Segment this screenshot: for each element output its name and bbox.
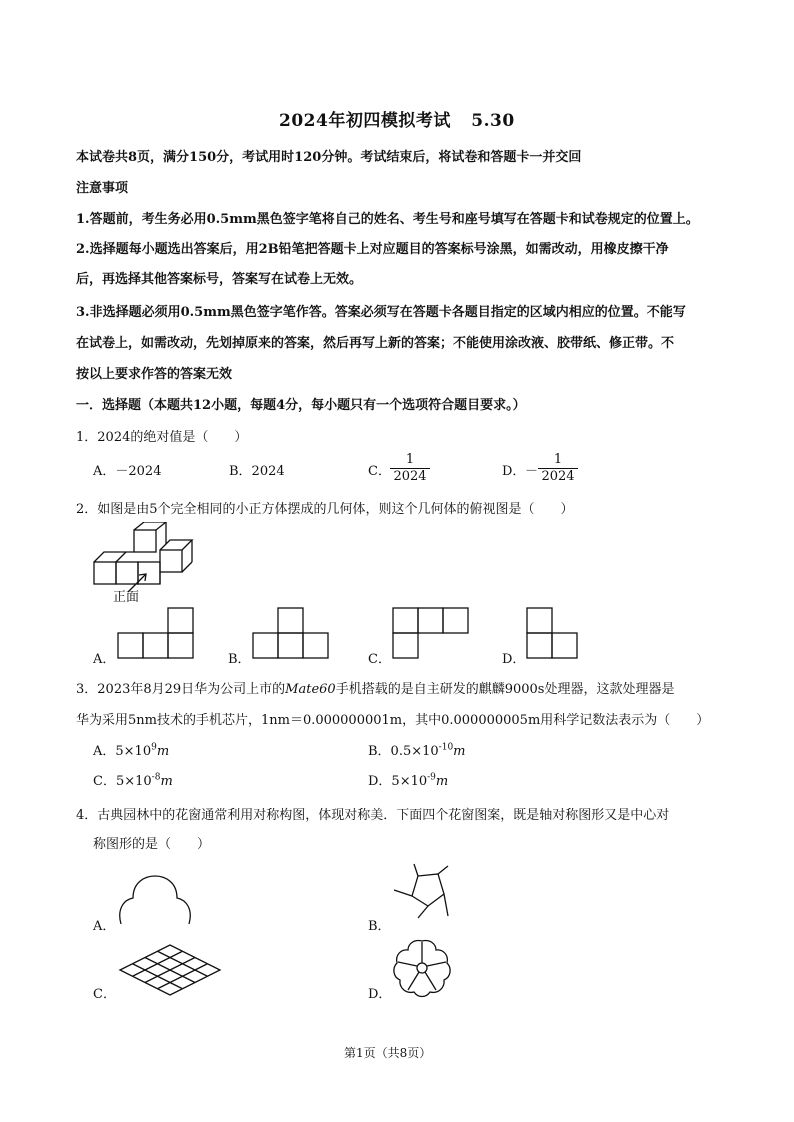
q4-option-d: D．: [368, 987, 392, 1002]
exam-title: 2024年初四模拟考试: [279, 111, 451, 131]
q2-option-c-figure: [390, 606, 470, 660]
q3-stem-part-a: 3．2023年8月29日华为公司上市的: [76, 682, 286, 697]
q2-stem: 2．如图是由5个完全相同的小正方体摆成的几何体，则这个几何体的俯视图是（ ）: [76, 502, 574, 517]
q2-option-d: D．: [502, 652, 526, 667]
q4-stem-line-2: 称图形的是（ ）: [93, 837, 211, 852]
cube-face: [134, 530, 156, 552]
page-footer: 第1页（共8页）: [344, 1046, 432, 1060]
q1-option-d-sign: －: [525, 464, 539, 479]
q4-option-a: A．: [93, 919, 116, 934]
q3-option-c: [93, 770, 173, 789]
q3-c-exponent: -8: [151, 772, 161, 783]
cube-edge: [116, 552, 126, 562]
q3-c-unit: m: [160, 774, 173, 789]
q3-a-base: A．5×10: [93, 744, 152, 759]
q3-b-exponent: -10: [438, 742, 454, 753]
q1-d-denominator: 2024: [541, 469, 575, 484]
cube-face: [116, 562, 138, 584]
exam-date: 5.30: [471, 111, 515, 131]
q2-option-b-figure: [250, 606, 330, 660]
q2-cube-figure: [88, 522, 198, 602]
cube-edge: [94, 552, 134, 562]
q4-option-a-figure: [115, 872, 195, 932]
q4-stem-line-1: 4．古典园林中的花窗通常利用对称构图，体现对称美．下面四个花窗图案，既是轴对称图形又是中心对: [76, 808, 670, 823]
q4-option-d-figure: [390, 936, 454, 1000]
notes-line-1: 1.答题前，考生务必用0.5mm黑色签字笔将自己的姓名、考生号和座号填写在答题卡和试卷规定的位置上。: [76, 212, 699, 227]
cube-edge: [160, 540, 192, 550]
q1-option-c-label: C．: [368, 464, 391, 479]
q2-option-d-figure: [524, 606, 580, 660]
notes-line-2b: 后，再选择其他答案标号，答案写在试卷上无效。: [76, 272, 363, 287]
q1-option-b: B．2024: [229, 464, 285, 479]
q4-option-b: B．: [368, 919, 391, 934]
q1-option-c-fraction: [390, 453, 430, 484]
page-title: [279, 106, 515, 131]
notes-line-2a: 2.选择题每小题选出答案后，用2B铅笔把答题卡上对应题目的答案标号涂黑，如需改动，用橡皮擦干净: [76, 242, 669, 257]
q3-c-base: C．5×10: [93, 774, 152, 789]
q1-c-denominator: 2024: [393, 469, 427, 484]
q4-option-c: C．: [93, 987, 116, 1002]
q2-option-b: B．: [228, 652, 251, 667]
q1-stem: 1．2024的绝对值是（ ）: [76, 430, 248, 445]
q4-option-b-figure: [390, 862, 460, 928]
cube-edge: [182, 562, 192, 572]
q3-stem-part-b: 手机搭载的是自主研发的麒麟9000s处理器，这款处理器是: [335, 682, 675, 697]
q1-c-numerator: 1: [405, 452, 415, 467]
cube-face: [160, 550, 182, 572]
q3-d-base: D．5×10: [368, 774, 428, 789]
notes-line-3b: 在试卷上，如需改动，先划掉原来的答案，然后再写上新的答案；不能使用涂改液、胶带纸、修正带。不: [76, 336, 675, 351]
section-heading: 一．选择题（本题共12小题，每题4分，每小题只有一个选项符合题目要求。）: [76, 398, 526, 413]
cube-face: [138, 562, 160, 584]
q3-a-unit: m: [156, 744, 170, 759]
q3-d-exponent: -9: [427, 772, 436, 783]
q2-option-a: A．: [93, 652, 116, 667]
q3-option-d: [368, 770, 448, 789]
q3-option-a: [93, 740, 169, 759]
cube-face: [94, 562, 116, 584]
q3-b-unit: m: [453, 744, 466, 759]
q1-option-d-label: D．: [502, 464, 526, 479]
notes-heading: 注意事项: [76, 181, 129, 196]
q3-b-base: B．0.5×10: [368, 744, 439, 759]
q3-d-unit: m: [435, 774, 449, 789]
cube-edge: [134, 522, 166, 530]
q3-stem-line-2: 华为采用5nm技术的手机芯片，1nm＝0.000000001m，其中0.000000005m用科学记数法表示为（ ）: [76, 713, 710, 728]
q1-option-a: A．－2024: [93, 464, 162, 479]
q3-option-b: [368, 740, 466, 759]
notes-line-3c: 按以上要求作答的答案无效: [76, 367, 233, 382]
q2-option-a-figure: [115, 606, 195, 660]
q3-phone-model: Mate60: [285, 682, 336, 697]
q2-front-label: 正面: [113, 590, 140, 605]
q1-d-numerator: 1: [553, 452, 563, 467]
intro-text: 本试卷共8页，满分150分，考试用时120分钟。考试结束后，将试卷和答题卡一并交回: [76, 150, 582, 165]
q4-option-c-figure: [115, 940, 225, 1000]
q2-option-c: C．: [368, 652, 391, 667]
q1-option-d-fraction: [538, 453, 578, 484]
notes-line-3a: 3.非选择题必须用0.5mm黑色签字笔作答。答案必须写在答题卡各题目指定的区域内相应的位置。不能写: [76, 305, 686, 320]
q3-a-exponent: 9: [151, 742, 157, 753]
q3-stem-line-1: [76, 678, 674, 697]
